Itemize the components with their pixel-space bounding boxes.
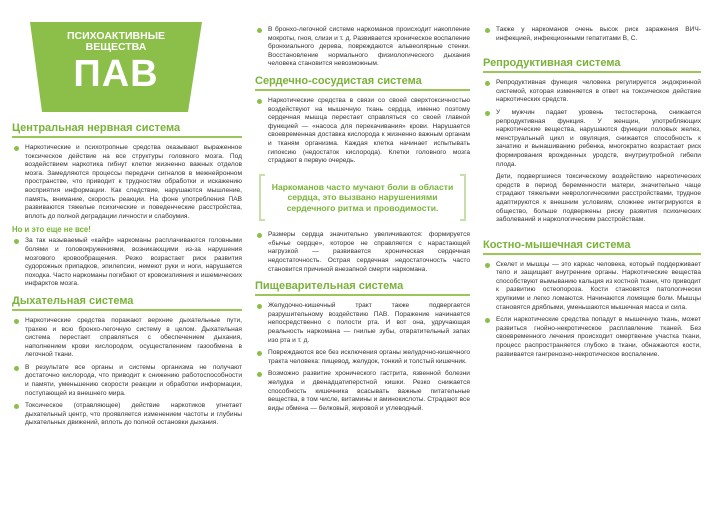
list-item: Размеры сердца значительно увеличиваются: формируется «бычье сердце», которое не справляется с нарастающей нагрузкой — развивается хроническая сердечная недостаточность. Острая сердечная недостаточность часто становится причиной внезапной смерти наркомана. [255,231,470,274]
cns-list-2 [12,237,242,289]
pull-quote-text: Наркоманов часто мучают боли в области сердца, это вызвано нарушениями сердечного ритма и проводимости. [271,181,454,213]
list-item: В результате все органы и системы организма не получают достаточно кислорода, что приводит к снижению работоспособности и памяти, уменьшению скорости реакции и обработки информации, поступающей из внешнего мира. [12,364,242,398]
list-item: У мужчин падает уровень тестостерона, снижается репродуктивная функция. У женщин, употребляющих наркотические вещества, нарушаются функции половых желез, менструальный цикл и овуляция, снижается способность к зачатию и вынашиванию ребенка, многократно возрастает риск формирования врожденных уродств, внутриутробной гибели плода. [483,109,701,169]
list-item: Репродуктивная функция человека регулируется эндокринной системой, которая изменяется в ответ на токсическое действие наркотических средств. [483,79,701,105]
bullet-icon [14,146,19,151]
bullet-icon [485,318,490,323]
list-item: Скелет и мышцы — это каркас человека, который поддерживает тело и защищает внутренние органы. Наркотические вещества способствуют вымыванию кальция из костной ткани, что приводит к развитию остеопороза. Кости становятся патологически хрупкими и легко ломаются. Начинаются ломящие боли. Мышцы становятся дряблыми, уменьшаются мышечная масса и сила. [483,261,701,313]
list-item: За так называемый «кайф» наркоманы расплачиваются головными болями и головокружениями, возникающими из-за нарушения мозгового кровообращения. Резко возрастает риск развития судорожных припадков, эпилепсии, немеют руки и ноги, нарушается походка. Часто наркоманы погибают от кровоизлияния и ишемических инфарктов мозга. [12,237,242,289]
pull-quote [259,174,466,222]
section-title-cns: Центральная нервная система [12,122,242,138]
resp-list [12,317,242,428]
list-item: Повреждаются все без исключения органы желудочно-кишечного тракта человека: пищевод, желудок, тонкий и толстый кишечник. [255,349,470,366]
digest-list [255,302,470,413]
bullet-icon [485,28,490,33]
cardio-list [255,97,470,166]
list-item: Если наркотические средства попадут в мышечную ткань, может развиться гнойно-некротическое расплавление тканей. Без своевременного лечения происходит омертвение участка ткани, процесс распространяется глубоко в ткани, обнажаются кости, развивается гангренозно-некротическое воспаление. [483,316,701,359]
section-title-resp: Дыхательная система [12,295,242,311]
list-item: Желудочно-кишечный тракт также подвергается разрушительному воздействию ПАВ. Поражение начинается непосредственно с полости рта. И вот она, удручающая реальность наркомана — гнилые зубы, отвратительный запах изо рта и т. д. [255,302,470,345]
banner-title: ПАВ [73,53,159,95]
section-title-repro: Репродуктивная система [483,57,701,73]
bullet-icon [485,111,490,116]
section-title-musc: Костно-мышечная система [483,239,701,255]
column-middle [255,0,470,510]
bullet-icon [257,372,262,377]
list-item: В бронхо-легочной системе наркоманов происходит накопление мокроты, гноя, слизи и т. д. Развивается хроническое воспаление бронхиального дерева, повреждаются альвеолярные стенки. Восстановление нормального физиологического дыхания человека становится невозможным. [255,26,470,69]
bullet-icon [485,81,490,86]
bracket-left [259,174,265,222]
banner-line-2: ВЕЩЕСТВА [85,41,147,53]
bullet-icon [257,233,262,238]
repro-paragraph: Дети, подвергшиеся токсическому воздействию наркотических средств в период беременности матери, значительно чаще страдают тяжелыми неврологическими расстройствами, трудное адаптируются к внешним условиям, сложнее интегрируются в общество, больше подвержены риску развития психических заболеваний и наркологическим расстройствам. [496,173,701,224]
bullet-icon [485,263,490,268]
bracket-right [460,174,466,222]
bullet-icon [257,99,262,104]
hiv-list [483,26,701,43]
list-item: Возможно развитие хронического гастрита, язвенной болезни желудка и двенадцатиперстной кишки. Резко снижается способность кишечника всасывать важные питательные вещества, в том числе, витамины и аминокислоты. Страдают все виды обмена — белковый, жировой и углеводный. [255,370,470,413]
section-title-digest: Пищеварительная система [255,280,470,296]
cns-subheading: Но и это еще не все! [12,225,91,235]
musc-list [483,261,701,360]
list-item: Токсическое (отравляющее) действие наркотиков угнетает дыхательный центр, что проявляется изменением частоты и глубины дыхательных движений, вплоть до полной остановки дыхания. [12,402,242,428]
banner-line-1: ПСИХОАКТИВНЫЕ [67,30,165,42]
resp-cont-list [255,26,470,69]
bullet-icon [257,351,262,356]
list-item: Наркотические средства поражают верхние дыхательные пути, трахею и всю бронхо-легочную систему в целом. Дыхательная система перестает справляться с обеспечением дыхания, наполнением крови кислородом, осуществлением газообмена в легочной ткани. [12,317,242,360]
list-item: Наркотические и психотропные средства оказывают выраженное токсическое действие на все структуры головного мозга. Под воздействием наркотика гибнут клетки жизненно важных отделов мозга. Замедляются процессы передачи сигналов в межнейронном пространстве, что приводит к трудностям обработки и искажению восприятия информации. Как следствие, нарушаются мышление, память, внимание, скорость реакции. На фоне употребления ПАВ развиваются тяжелые психические и поведенческие расстройства, вплоть до полной деградации личности и слабоумия. [12,144,242,221]
bullet-icon [14,319,19,324]
bullet-icon [257,28,262,33]
cardio-list-2 [255,231,470,274]
bullet-icon [14,239,19,244]
cns-list [12,144,242,221]
column-left [12,0,242,510]
bullet-icon [14,404,19,409]
column-right [483,0,701,510]
bullet-icon [257,304,262,309]
bullet-icon [14,366,19,371]
section-title-cardio: Сердечно-сосудистая система [255,75,470,91]
list-item: Также у наркоманов очень высок риск заражения ВИЧ-инфекцией, инфекционными гепатитами В, С. [483,26,701,43]
repro-list [483,79,701,169]
title-banner [30,22,202,112]
list-item: Наркотические средства в связи со своей сверхтоксичностью воздействуют на мышечную ткань сердца, именно поэтому сердечная мышца перестает справляться со своей главной функцией — «насоса для перекачивания» крови. Нарушается своевременная доставка кислорода к жизненно важным органам и тканям организма. Каждая клетка начинает испытывать гипоксию (недостаток кислорода). Клетки головного мозга страдают в первую очередь. [255,97,470,166]
